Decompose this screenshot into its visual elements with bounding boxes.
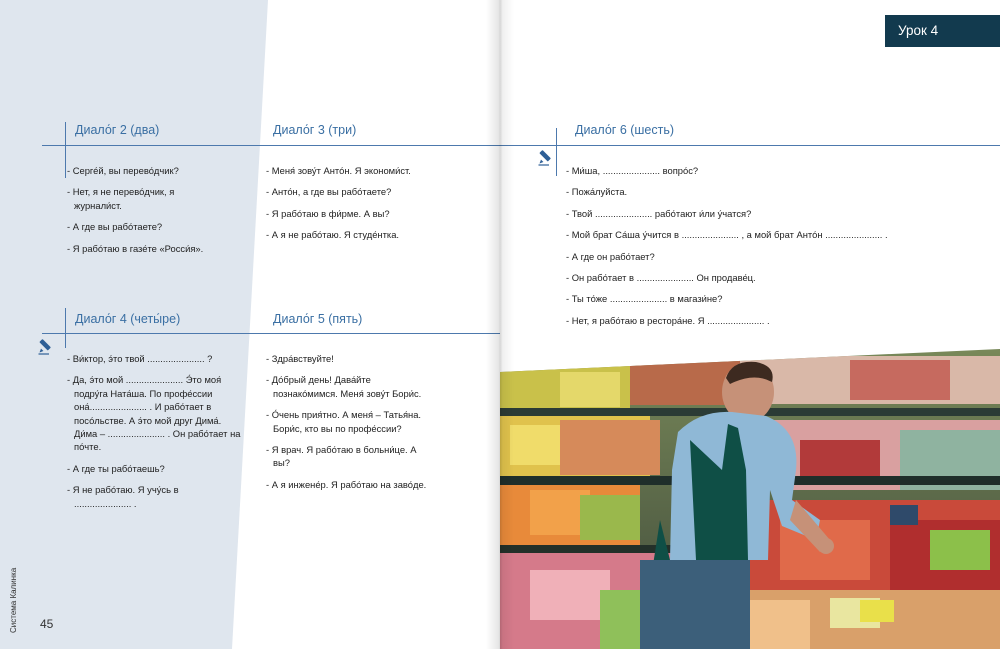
section-rule bbox=[42, 333, 500, 334]
dialog-line: - А где он рабо́тает? bbox=[566, 250, 655, 262]
dialog-line: - Ви́ктор, э́то твой ...................... ? bbox=[67, 353, 213, 364]
right-page bbox=[500, 0, 1000, 649]
dialog-line: - Серге́й, вы перево́дчик? bbox=[67, 165, 179, 176]
dialog-line: - А я инжене́р. Я рабо́таю на заво́де. bbox=[266, 478, 427, 490]
dialog-line: - А где вы рабо́таете? bbox=[67, 221, 163, 233]
dialog-line: - Я врач. Я рабо́таю в больни́це. А вы? bbox=[266, 444, 417, 469]
dialog-line: - Я не рабо́таю. Я учу́сь в ...................... . bbox=[67, 484, 179, 509]
dialog-line: - Мой брат Са́ша у́чится в ...................... , а мой брат Анто́н ...................... . bbox=[566, 229, 888, 241]
section-rule bbox=[42, 145, 500, 146]
dialog-line: - Твой ...................... рабо́тают и́ли у́чатся? bbox=[566, 207, 752, 219]
dialog-line: - Анто́н, а где вы рабо́таете? bbox=[266, 186, 392, 198]
dialog-line: - О́чень прия́тно. А меня́ – Татья́на. Бори́с, кто вы по профе́ссии? bbox=[266, 409, 422, 434]
dialog-3-title: Диало́г 3 (три) bbox=[273, 123, 357, 137]
dialog-line: - Я рабо́таю в фи́рме. А вы? bbox=[266, 207, 390, 219]
dialog-line: - До́брый день! Дава́йте познако́мимся. Меня́ зову́т Бори́с. bbox=[266, 374, 422, 399]
dialog-line: - Меня́ зову́т Анто́н. Я экономи́ст. bbox=[266, 165, 411, 176]
section-rule-tick bbox=[65, 122, 66, 178]
dialog-line: - Нет, я не перево́дчик, я журнали́ст. bbox=[67, 186, 175, 211]
page-number: 45 bbox=[40, 617, 54, 631]
book-gutter bbox=[486, 0, 514, 649]
dialog-3-lines bbox=[266, 164, 481, 250]
dialog-line: - А где ты рабо́таешь? bbox=[67, 462, 165, 474]
section-rule-tick bbox=[65, 308, 66, 348]
dialog-4-title: Диало́г 4 (четы́ре) bbox=[75, 312, 181, 326]
dialog-line: - Ты то́же ...................... в магази́не? bbox=[566, 293, 723, 305]
brand-vertical: Система Калинка bbox=[9, 567, 18, 633]
dialog-5-title: Диало́г 5 (пять) bbox=[273, 312, 363, 326]
dialog-2-title: Диало́г 2 (два) bbox=[75, 123, 160, 137]
dialog-line: - Я рабо́таю в газе́те «Росси́я». bbox=[67, 242, 204, 254]
dialog-6-title: Диало́г 6 (шесть) bbox=[575, 123, 675, 137]
dialog-line: - Он рабо́тает в ...................... Он продаве́ц. bbox=[566, 272, 756, 284]
dialog-4-lines bbox=[67, 352, 245, 518]
grocery-worker-photo bbox=[500, 0, 1000, 649]
dialog-5-lines bbox=[266, 352, 436, 499]
dialog-line: - Да, э́то мой ...................... Э́то моя́ подру́га Ната́ша. По профе́ссии она́...................... . И рабо́тает в посо́льстве. А э́то мой друг Дима́. Ди́ма – ...................... . Он рабо́тает на по́чте. bbox=[67, 374, 241, 453]
dialog-line: - Ми́ша, ...................... вопро́с? bbox=[566, 165, 699, 176]
dialog-2-lines bbox=[67, 164, 217, 263]
dialog-line: - Нет, я рабо́таю в рестора́не. Я ...................... . bbox=[566, 314, 770, 326]
dialog-line: - Пожа́луйста. bbox=[566, 186, 628, 198]
pencil-icon bbox=[37, 337, 55, 355]
dialog-line: - А я не рабо́таю. Я студе́нтка. bbox=[266, 229, 400, 241]
dialog-line: - Здра́вствуйте! bbox=[266, 353, 334, 364]
lesson-label: Урок 4 bbox=[885, 15, 1000, 47]
